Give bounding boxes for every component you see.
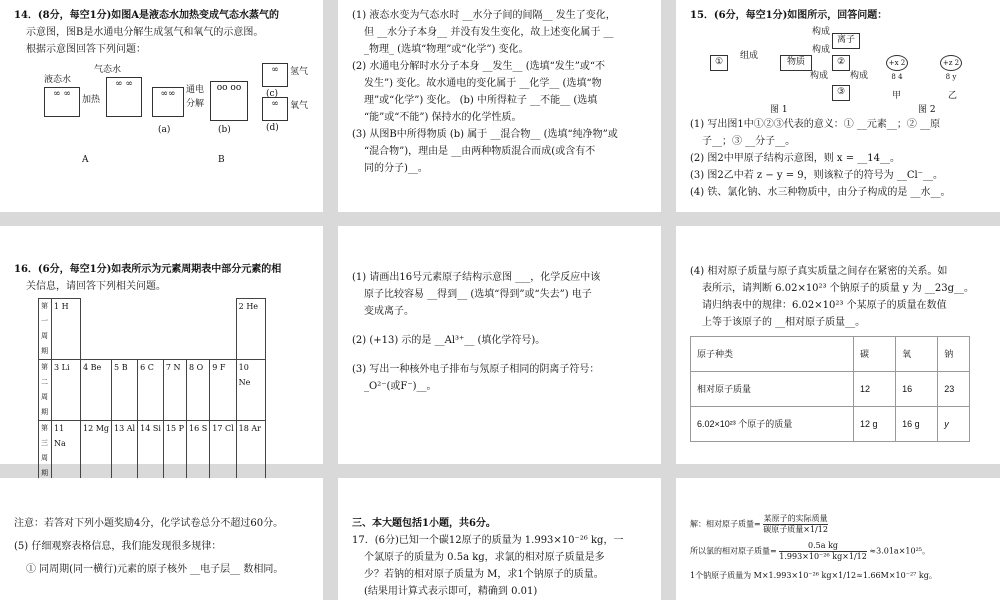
q14-ans-1: (1) 液态水变为气态水时 __水分子间的间隔__ 发生了变化， [352,10,616,21]
label-electric: 通电 [186,85,205,95]
q15-title: 15．(6分，每空1分)如图所示，回答问题： [690,10,888,21]
question-17-solution-panel [676,478,1000,600]
periodic-table [38,298,266,482]
label-jia: 甲 [892,91,902,101]
q16-p4-line-2: 表所示，请判断 6.02×10²³ 个钠原子的质量 y 为 __23g__。 [702,283,975,294]
q15-line-4: (3) 图2乙中若 z − y = 9，则该粒子的符号为 __Cl⁻__。 [690,170,943,181]
node-one: ① [710,55,728,71]
element-cell: 4 Be [81,360,112,421]
q14-line-2: 示意图，图B是水通电分解生成氢气和氧气的示意图。 [26,27,264,38]
label-oxygen: 氧气 [290,101,309,111]
q16-ans-1: (1) 请画出16号元素原子结构示意图 ___，化学反应中该 [352,272,601,283]
table-header: 钠 [938,337,970,372]
q14-ans-4: (2) 水通电分解时水分子本身 __发生__ (选填“发生”或“不 [352,61,605,72]
period-1-label: 第一周期 [39,299,52,360]
q14-ans-10: 同的分子)__。 [364,163,428,174]
solution-line-3: 1个钠原子质量为 M×1.993×10⁻²⁶ kg×1/12≈1.66M×10⁻²⁷ kg。 [690,571,937,580]
label-B: B [218,155,225,165]
q17-section-title: 三、本大题包括1小题，共6分。 [352,518,496,529]
node-ion: 离子 [832,33,860,49]
fraction-definition [763,514,828,535]
solution-prefix-1: 解：相对原子质量= [690,519,761,529]
label-liquid-water: 液态水 [44,75,72,85]
table-cell: 相对原子质量 [691,372,854,407]
q17-line-1: 17．(6分)已知一个碳12原子的质量为 1.993×10⁻²⁶ kg，一 [352,535,624,546]
q14-ans-6: 理”或“化学”) 变化。 (b) 中所得粒子 __不能__ (选填 [364,95,598,106]
label-gas-water: 气态水 [94,65,122,75]
element-cell: 17 Cl [210,421,236,482]
table-row [691,372,970,407]
bonus-line-1: 注意：若答对下列小题奖励4分，化学试卷总分不超过60分。 [14,518,284,529]
label-c: (c) [266,89,279,99]
gas-water-box: ∞ ∞ [106,77,142,117]
q14-line-3: 根据示意图回答下列问题： [26,44,146,55]
table-header-row [691,337,970,372]
element-cell: 7 N [163,360,186,421]
element-cell: 3 Li [52,360,81,421]
label-d: (d) [266,123,279,133]
question-14-panel [0,0,323,212]
element-cell: 16 S [187,421,210,482]
q14-ans-9: “混合物”)，理由是 __由两种物质混合而成(或含有不 [364,146,596,157]
atom-yi-icon: +z 2 8 y [940,55,962,71]
q15-line-2: 子__；③ __分子__。 [702,136,796,147]
label-fig2: 图 2 [918,105,936,115]
q16-ans-5: (3) 写出一种核外电子排布与氖原子相同的阴离子符号： [352,364,600,375]
period-3-label: 第三周期 [39,421,52,482]
question-17-panel [338,478,661,600]
q14-ans-5: 发生”) 变化。故水通电的变化属于 __化学__ (选填“物 [364,78,602,89]
element-cell: 10 Ne [236,360,265,421]
water-diagram [14,59,309,169]
q14-ans-2: 但 __水分子本身__ 并没有发生变化，故上述变化属于 __ [364,27,614,38]
q16-line-2: 关信息，请回答下列相关问题。 [26,281,166,292]
table-header: 氧 [896,337,938,372]
question-16-panel [0,226,323,477]
question-16-answers-panel [338,226,661,464]
label-b: (b) [218,125,231,135]
question-15-panel [676,0,1000,212]
solution-line-1 [690,514,986,535]
element-cell: 12 Mg [81,421,112,482]
bonus-line-3: ① 同周期(同一横行)元素的原子核外 __电子层__ 数相同。 [26,564,284,575]
q14-ans-7: “能”或“不能”) 保持水的化学性质。 [364,112,522,123]
q15-line-1: (1) 写出图1中①②③代表的意义：① __元素__；② __原 [690,119,941,130]
solution-result-2: ≈3.01a×10²⁵。 [869,546,930,556]
bonus-question-panel [0,478,323,600]
table-cell: 6.02×10²³ 个原子的质量 [691,407,854,442]
fraction-1-den: 碳原子质量×1/12 [763,525,828,534]
fraction-chlorine [779,541,867,562]
table-header: 碳 [854,337,896,372]
node-two: ② [832,55,850,71]
question-14-answers-panel [338,0,661,212]
box-d: ∞ [262,97,288,121]
label-yi: 乙 [948,91,958,101]
matter-diagram [690,25,986,117]
bonus-line-2: (5) 仔细观察表格信息，我们能发现很多规律： [14,541,222,552]
table-cell: 12 [854,372,896,407]
table-cell: 16 g [896,407,938,442]
label-compose: 组成 [740,51,759,61]
label-decompose: 分解 [186,99,205,109]
q16-line-1: 16．(6分，每空1分)如表所示为元素周期表中部分元素的相 [14,264,282,275]
element-cell: 9 F [210,360,236,421]
fraction-1-num: 某原子的实际质量 [763,514,828,523]
node-three: ③ [832,85,850,101]
table-cell: 23 [938,372,970,407]
element-cell: 15 P [163,421,186,482]
q16-ans-2: 原子比较容易 __得到__ (选填“得到”或“失去”) 电子 [364,289,592,300]
liquid-water-box: ∞ ∞ [44,87,80,117]
fraction-2-num: 0.5a kg [779,541,867,552]
q16-p4-line-4: 上等于该原子的 __相对原子质量__。 [702,317,866,328]
label-a: (a) [158,125,171,135]
element-cell: 14 Si [138,421,164,482]
element-cell: 8 O [187,360,210,421]
atomic-mass-table [690,336,970,442]
period-2-label: 第二周期 [39,360,52,421]
q17-line-2: 个氯原子的质量为 0.5a kg，求氯的相对原子质量是多 [364,552,605,563]
q17-line-4: (结果用计算式表示即可，精确到 0.01) [364,586,538,597]
element-cell: 6 C [138,360,164,421]
element-cell: 5 B [112,360,138,421]
q16-ans-6: _O²⁻(或F⁻)__。 [364,381,437,392]
q14-line-1: 14．(8分，每空1分)如图A是液态水加热变成气态水蒸气的 [14,10,280,21]
label-made-1: 构成 [812,27,831,37]
atom-jia-icon: +x 2 8 4 [886,55,908,71]
box-b: oo oo [210,81,248,121]
fraction-2-den: 1.993×10⁻²⁶ kg×1/12 [779,552,867,561]
label-made-3: 构成 [810,71,829,81]
q15-line-3: (2) 图2中甲原子结构示意图，则 x = __14__。 [690,153,900,164]
table-header: 原子种类 [691,337,854,372]
element-cell: 18 Ar [236,421,265,482]
label-heat: 加热 [82,95,101,105]
element-cell: 2 He [236,299,265,360]
box-a: ∞∞ [152,87,184,117]
q16-ans-4: (2) (+13) 示的是 __Al³⁺__ (填化学符号)。 [352,335,546,346]
label-made-4: 构成 [850,71,869,81]
label-made-2: 构成 [812,45,831,55]
solution-line-2 [690,541,986,562]
element-cell: 13 Al [112,421,138,482]
q17-line-3: 少？若钠的相对原子质量为 M，求1个钠原子的质量。 [364,569,604,580]
table-cell: y [938,407,970,442]
label-hydrogen: 氢气 [290,67,309,77]
element-cell: 1 H [52,299,81,360]
q16-ans-3: 变成离子。 [364,306,414,317]
table-cell: 12 g [854,407,896,442]
label-A: A [82,155,89,165]
solution-prefix-2: 所以氯的相对原子质量= [690,546,777,556]
table-row [691,407,970,442]
q16-p4-line-1: (4) 相对原子质量与原子真实质量之间存在紧密的关系。如 [690,266,948,277]
q14-ans-8: (3) 从图B中所得物质 (b) 属于 __混合物__ (选填“纯净物”或 [352,129,618,140]
question-16-part4-panel [676,226,1000,464]
q15-line-5: (4) 铁、氯化钠、水三种物质中，由分子构成的是 __水__。 [690,187,951,198]
box-c: ∞ [262,63,288,87]
table-cell: 16 [896,372,938,407]
q14-ans-3: _物理_ (选填“物理”或“化学”) 变化。 [364,44,529,55]
label-fig1: 图 1 [770,105,788,115]
node-matter: 物质 [780,55,812,71]
q16-p4-line-3: 请归纳表中的规律：6.02×10²³ 个某原子的质量在数值 [702,300,947,311]
element-cell: 11 Na [52,421,81,482]
